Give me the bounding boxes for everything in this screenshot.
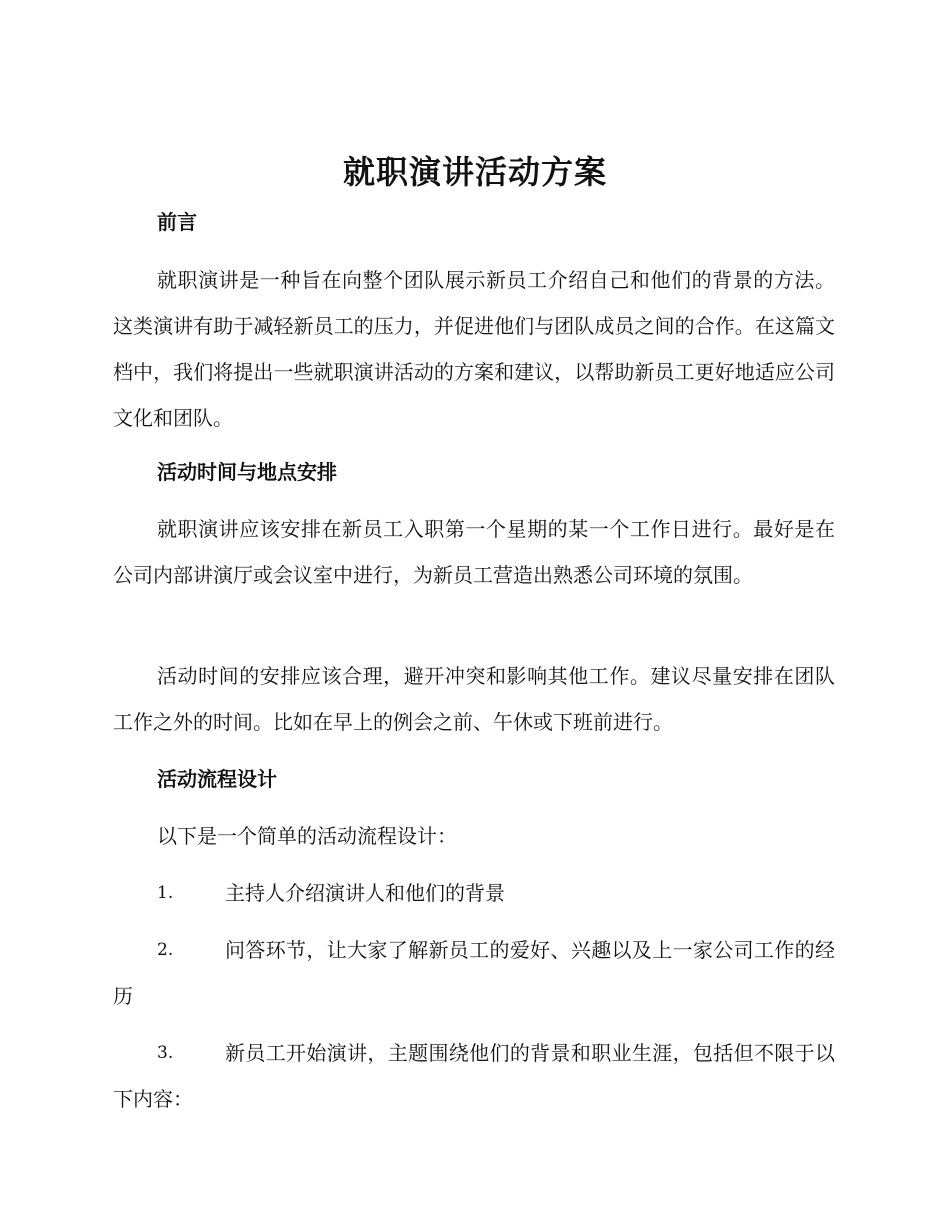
list-item-2 [113, 927, 835, 1019]
list-item-text: 问答环节，让大家了解新员工的爱好、兴趣以及上一家公司工作的经历 [113, 938, 835, 1008]
section-heading-preface: 前言 [157, 210, 197, 234]
list-item-3 [113, 1030, 835, 1122]
list-item-1 [113, 870, 835, 916]
section-heading-process: 活动流程设计 [157, 767, 277, 791]
paragraph-time-location-1: 就职演讲应该安排在新员工入职第一个星期的某一个工作日进行。最好是在公司内部讲演厅或会议室中进行，为新员工营造出熟悉公司环境的氛围。 [113, 517, 835, 587]
list-item-text: 主持人介绍演讲人和他们的背景 [225, 881, 505, 905]
paragraph-time-location-2: 活动时间的安排应该合理，避开冲突和影响其他工作。建议尽量安排在团队工作之外的时间。比如在早上的例会之前、午休或下班前进行。 [113, 664, 835, 734]
paragraph-preface: 就职演讲是一种旨在向整个团队展示新员工介绍自己和他们的背景的方法。这类演讲有助于减轻新员工的压力，并促进他们与团队成员之间的合作。在这篇文档中，我们将提出一些就职演讲活动的方案和建议，以帮助新员工更好地适应公司文化和团队。 [113, 268, 835, 430]
section-heading-time-location: 活动时间与地点安排 [157, 460, 337, 484]
list-item-text: 新员工开始演讲，主题围绕他们的背景和职业生涯，包括但不限于以下内容： [113, 1041, 835, 1111]
list-item-number: 3. [157, 1043, 174, 1063]
list-item-number: 2. [157, 940, 174, 960]
paragraph-process-intro: 以下是一个简单的活动流程设计： [157, 824, 457, 848]
list-item-number: 1. [157, 883, 174, 903]
document-title: 就职演讲活动方案 [342, 153, 607, 191]
